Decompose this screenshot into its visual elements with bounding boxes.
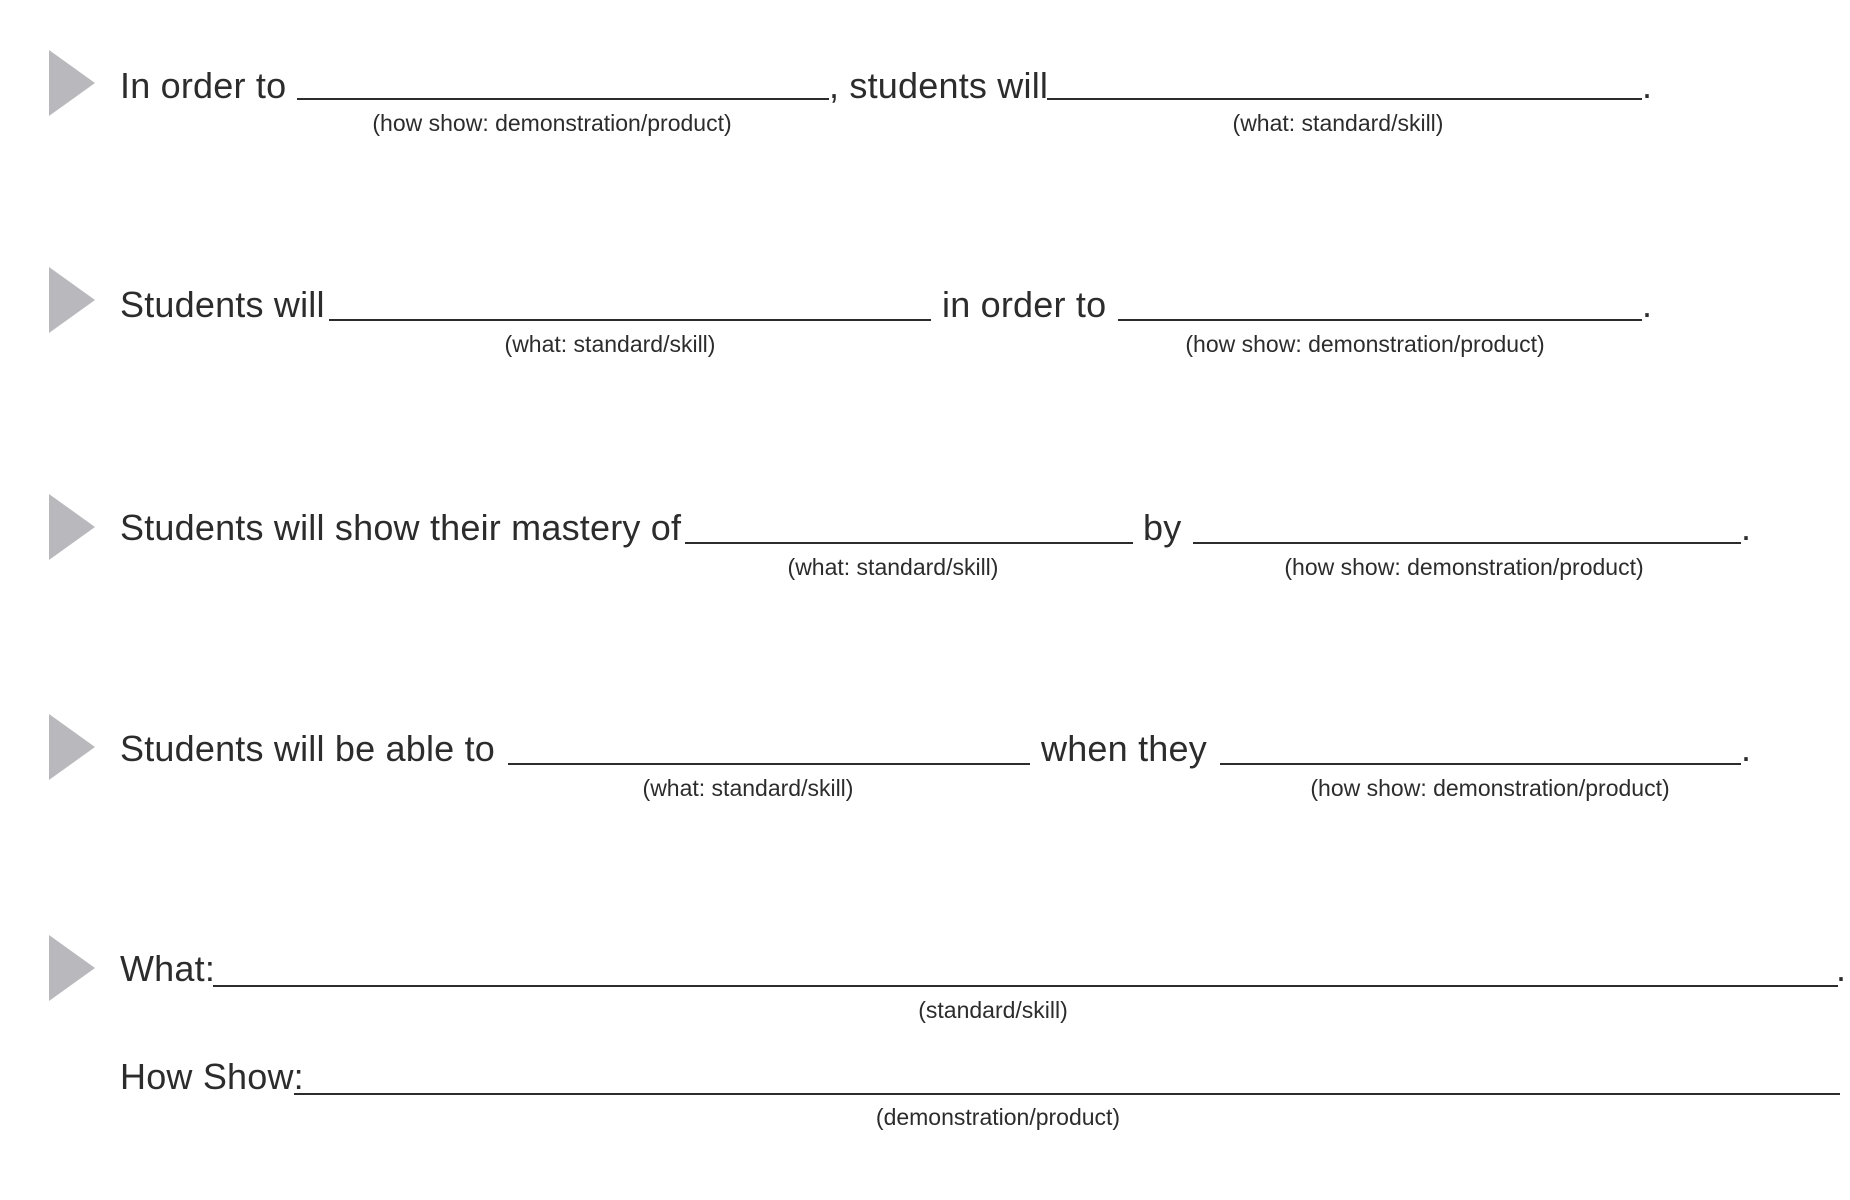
row3-blank-how-show[interactable] bbox=[1193, 542, 1741, 544]
how-show-blank[interactable] bbox=[294, 1093, 1840, 1095]
row3-caption-what: (what: standard/skill) bbox=[787, 554, 999, 580]
triangle-bullet-icon bbox=[49, 714, 95, 780]
row2-text-in-order-to: in order to bbox=[942, 284, 1107, 325]
row1-text-in-order-to: In order to bbox=[120, 65, 287, 106]
row4-text-when-they: when they bbox=[1041, 728, 1207, 769]
what-caption: (standard/skill) bbox=[918, 997, 1068, 1023]
sentence-row-4 bbox=[0, 714, 1850, 801]
what-label: What: bbox=[120, 948, 216, 989]
row1-blank-what[interactable] bbox=[1047, 98, 1642, 100]
row2-blank-how-show[interactable] bbox=[1118, 319, 1642, 321]
sentence-row-3 bbox=[0, 494, 1850, 580]
row1-caption-how-show: (how show: demonstration/product) bbox=[372, 110, 732, 136]
what-blank[interactable] bbox=[213, 985, 1838, 987]
row2-blank-what[interactable] bbox=[329, 319, 931, 321]
row2-text-students-will: Students will bbox=[120, 284, 325, 325]
row4-blank-what[interactable] bbox=[508, 763, 1030, 765]
row1-text-students-will: , students will bbox=[829, 65, 1049, 106]
row1-blank-how-show[interactable] bbox=[297, 98, 829, 100]
row3-period: . bbox=[1741, 507, 1752, 548]
row1-caption-what: (what: standard/skill) bbox=[1232, 110, 1444, 136]
sentence-row-1 bbox=[0, 50, 1850, 136]
row2-caption-what: (what: standard/skill) bbox=[504, 331, 716, 357]
row3-caption-how-show: (how show: demonstration/product) bbox=[1284, 554, 1644, 580]
row2-period: . bbox=[1642, 284, 1653, 325]
what-how-block bbox=[0, 935, 1850, 1135]
triangle-bullet-icon bbox=[49, 935, 95, 1001]
row2-caption-how-show: (how show: demonstration/product) bbox=[1185, 331, 1545, 357]
triangle-bullet-icon bbox=[49, 267, 95, 333]
triangle-bullet-icon bbox=[49, 494, 95, 560]
row1-period: . bbox=[1642, 65, 1653, 106]
sentence-row-2 bbox=[0, 267, 1850, 357]
row4-period: . bbox=[1741, 728, 1752, 769]
how-show-label: How Show: bbox=[120, 1056, 304, 1097]
row3-text-by: by bbox=[1143, 507, 1182, 548]
how-show-caption: (demonstration/product) bbox=[875, 1104, 1121, 1130]
row3-text-mastery-of: Students will show their mastery of bbox=[120, 507, 682, 548]
row4-caption-what: (what: standard/skill) bbox=[642, 775, 854, 801]
row4-caption-how-show: (how show: demonstration/product) bbox=[1310, 775, 1670, 801]
triangle-bullet-icon bbox=[49, 50, 95, 116]
what-period: . bbox=[1836, 948, 1847, 989]
row4-text-able-to: Students will be able to bbox=[120, 728, 496, 769]
row3-blank-what[interactable] bbox=[685, 542, 1133, 544]
row4-blank-how-show[interactable] bbox=[1220, 763, 1741, 765]
